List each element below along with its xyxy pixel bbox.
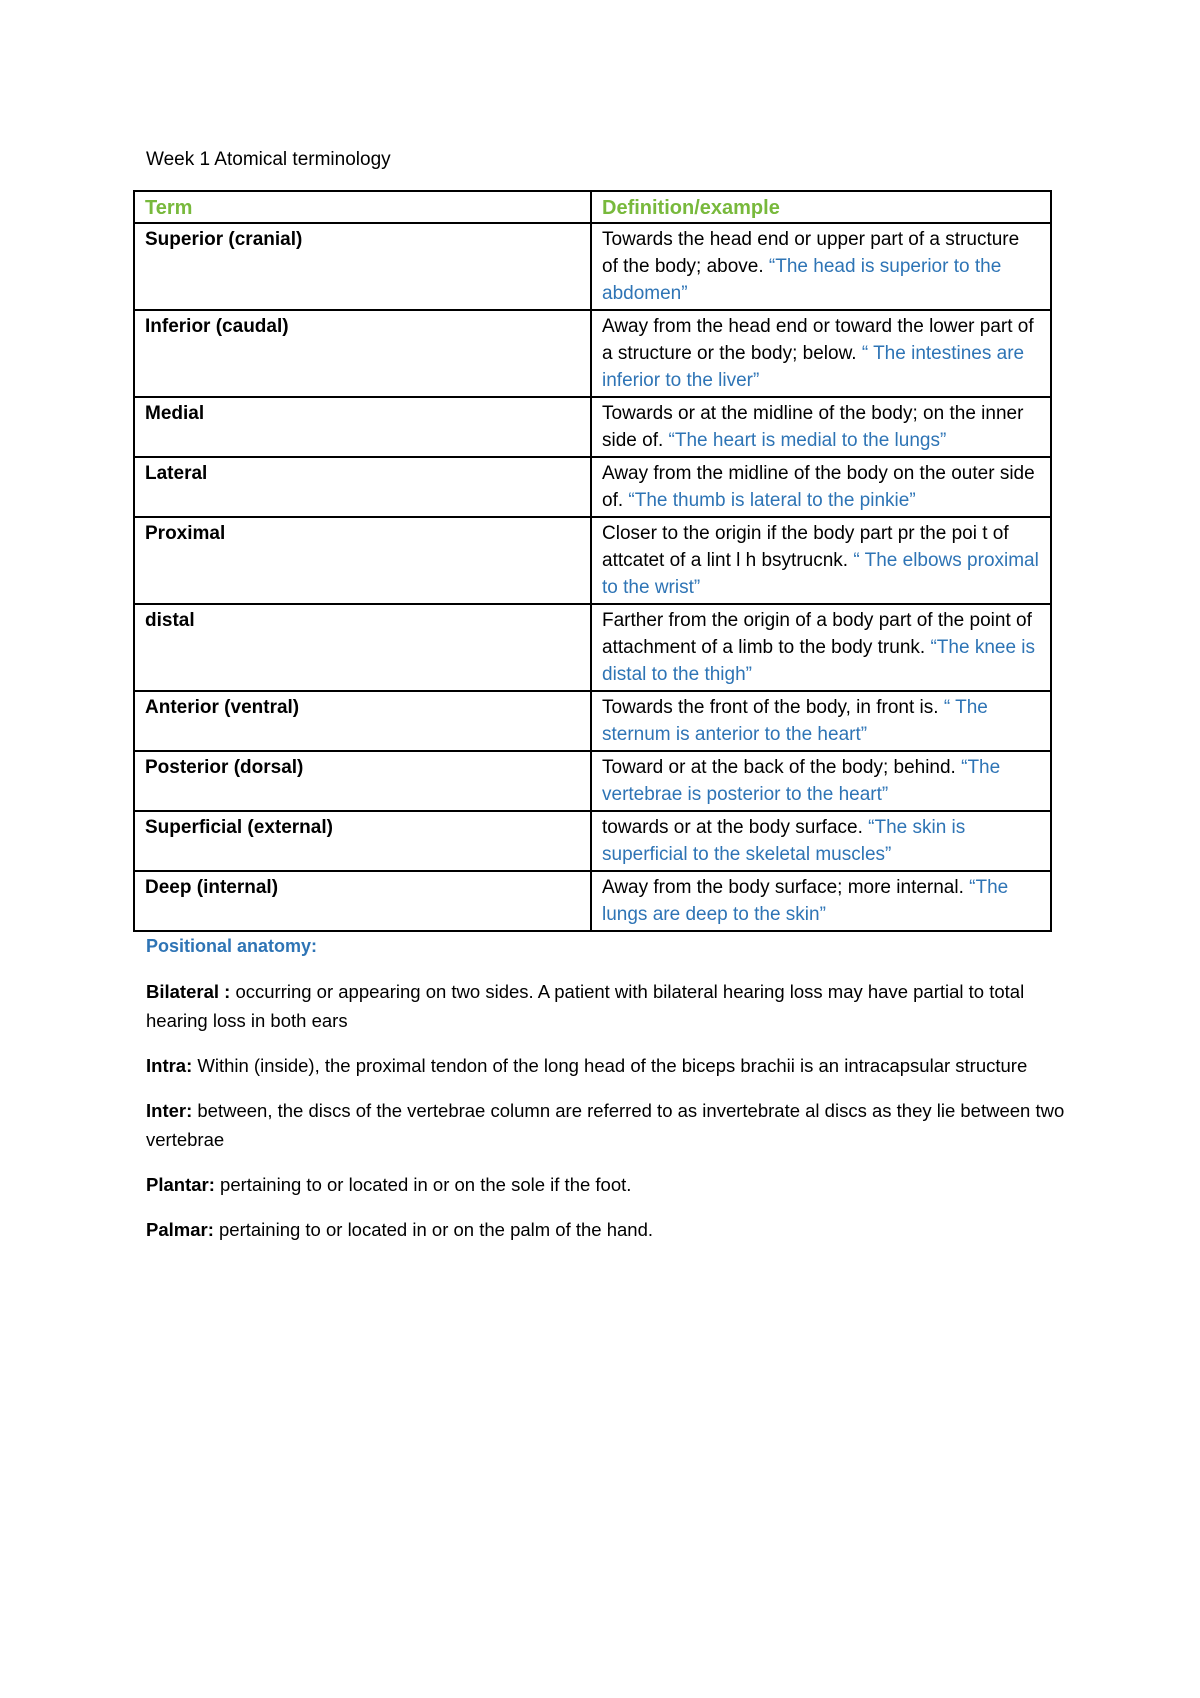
definition-text: Towards or at the midline of the body; on the inner side of. (602, 403, 1024, 451)
definition-cell (591, 811, 1051, 871)
example-text: “The head is superior to the abdomen” (602, 256, 1002, 304)
table-header-row (134, 191, 1051, 223)
definition-item (146, 1096, 1066, 1154)
definition-body: pertaining to or located in or on the palm of the hand. (213, 1219, 654, 1240)
table-row (134, 310, 1051, 397)
definition-text: Towards the head end or upper part of a structure of the body; above. (602, 229, 1020, 277)
term-cell: Superficial (external) (134, 811, 591, 871)
definition-label: Palmar: (146, 1219, 214, 1240)
example-text: “The lungs are deep to the skin” (602, 877, 1009, 925)
definition-cell (591, 457, 1051, 517)
definition-item (146, 1215, 1066, 1244)
definition-label: Inter: (146, 1100, 193, 1121)
definition-cell (591, 871, 1051, 931)
definition-text: Towards the front of the body, in front is. (602, 697, 944, 718)
term-cell: Lateral (134, 457, 591, 517)
term-cell: Inferior (caudal) (134, 310, 591, 397)
table-row (134, 871, 1051, 931)
definition-text: Away from the midline of the body on the outer side of. (602, 463, 1035, 511)
definition-text: towards or at the body surface. (602, 817, 869, 838)
definition-body: between, the discs of the vertebrae column are referred to as invertebrate al discs as they lie between two vertebrae (146, 1100, 1065, 1150)
definition-cell (591, 751, 1051, 811)
definition-label: Intra: (146, 1055, 193, 1076)
definition-item (146, 1170, 1066, 1199)
table-row (134, 457, 1051, 517)
example-text: “The skin is superficial to the skeletal muscles” (602, 817, 966, 865)
definition-item (146, 1051, 1066, 1080)
definition-label: Bilateral : (146, 981, 231, 1002)
definition-item (146, 977, 1066, 1035)
term-cell: Medial (134, 397, 591, 457)
definition-list (146, 977, 1066, 1260)
table-row (134, 223, 1051, 310)
example-text: “The knee is distal to the thigh” (602, 637, 1036, 685)
table-row (134, 517, 1051, 604)
definition-cell (591, 691, 1051, 751)
example-text: “ The sternum is anterior to the heart” (602, 697, 988, 745)
header-definition: Definition/example (591, 191, 1051, 223)
definition-text: Toward or at the back of the body; behind. (602, 757, 962, 778)
table-row (134, 691, 1051, 751)
table-row (134, 751, 1051, 811)
example-text: “ The intestines are inferior to the liver” (602, 343, 1025, 391)
header-term: Term (134, 191, 591, 223)
page-title: Week 1 Atomical terminology (146, 149, 391, 170)
definition-body: pertaining to or located in or on the sole if the foot. (214, 1174, 632, 1195)
example-text: “ The elbows proximal to the wrist” (602, 550, 1039, 598)
definition-text: Farther from the origin of a body part of the point of attachment of a limb to the body trunk. (602, 610, 1032, 658)
definition-cell (591, 517, 1051, 604)
definition-cell (591, 397, 1051, 457)
section-heading: Positional anatomy: (146, 936, 318, 956)
example-text: “The heart is medial to the lungs” (668, 430, 947, 451)
term-cell: Proximal (134, 517, 591, 604)
definition-cell (591, 223, 1051, 310)
definition-text: Away from the head end or toward the lower part of a structure or the body; below. (602, 316, 1034, 364)
example-text: “The thumb is lateral to the pinkie” (628, 490, 916, 511)
definition-text: Closer to the origin if the body part pr the poi t of attcatet of a lint l h bsytrucnk. (602, 523, 1009, 571)
definition-body: occurring or appearing on two sides. A patient with bilateral hearing loss may have partial to total hearing loss in both ears (146, 981, 1025, 1031)
definition-cell (591, 310, 1051, 397)
term-cell: Posterior (dorsal) (134, 751, 591, 811)
example-text: “The vertebrae is posterior to the heart” (602, 757, 1001, 805)
term-cell: distal (134, 604, 591, 691)
definition-label: Plantar: (146, 1174, 215, 1195)
table-row (134, 811, 1051, 871)
definition-cell (591, 604, 1051, 691)
table-row (134, 604, 1051, 691)
definition-text: Away from the body surface; more internal. (602, 877, 970, 898)
term-cell: Deep (internal) (134, 871, 591, 931)
definition-body: Within (inside), the proximal tendon of the long head of the biceps brachii is an intracapsular structure (192, 1055, 1028, 1076)
terminology-table (133, 190, 1052, 932)
table-row (134, 397, 1051, 457)
term-cell: Anterior (ventral) (134, 691, 591, 751)
table-body (134, 223, 1051, 931)
term-cell: Superior (cranial) (134, 223, 591, 310)
